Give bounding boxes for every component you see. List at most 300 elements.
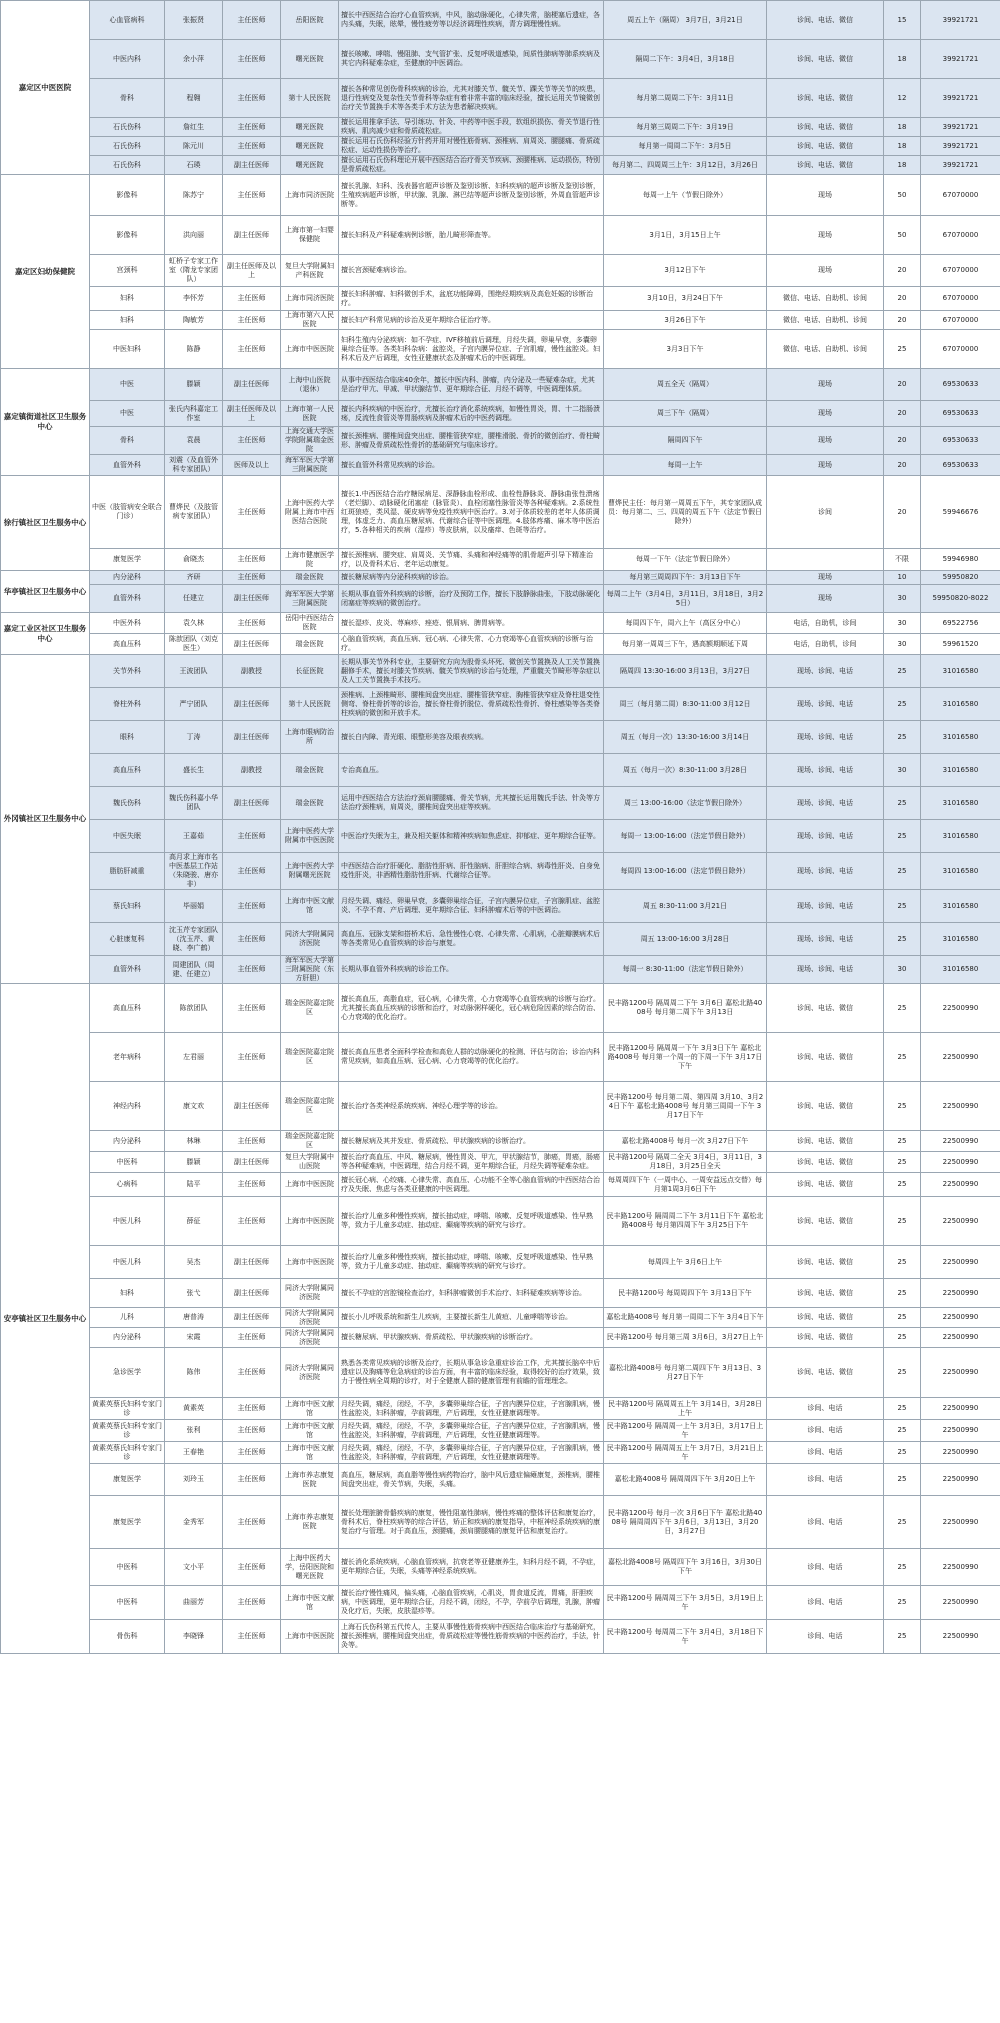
schedule-cell: 嘉松北路4008号 隔周四下午 3月16日，3月30日下午	[604, 1549, 767, 1586]
expertise-cell: 擅长内科疾病的中医治疗，尤擅长治疗消化系统疾病，如慢性胃炎，胃、十二指肠溃疡，反流性食管炎等胃肠疾病及肿瘤术后的中医药调理。	[339, 401, 604, 427]
hospital-cell: 同济大学附属同济医院	[281, 1328, 339, 1348]
quota-cell: 30	[884, 754, 921, 787]
schedule-row	[1, 1173, 1000, 1197]
phone-cell: 31016580	[921, 787, 1000, 820]
department-cell: 康复医学	[90, 1464, 165, 1496]
hospital-cell: 曙光医院	[281, 137, 339, 156]
schedule-row	[1, 1033, 1000, 1082]
expertise-cell: 擅长白内障、青光眼、眼整形美容及眼表疾病。	[339, 721, 604, 754]
quota-cell: 25	[884, 1620, 921, 1654]
hospital-cell: 曙光医院	[281, 118, 339, 137]
schedule-row	[1, 1197, 1000, 1246]
booking-cell: 诊间、电话	[767, 1620, 884, 1654]
hospital-cell: 上海市中医文献馆	[281, 1442, 339, 1464]
title-cell: 副主任医师	[223, 1152, 281, 1173]
hospital-cell: 同济大学附属同济医院	[281, 1279, 339, 1308]
booking-cell: 诊间、电话	[767, 1549, 884, 1586]
title-cell: 主任医师	[223, 287, 281, 311]
booking-cell: 诊间、电话、微信	[767, 1308, 884, 1328]
phone-cell: 22500990	[921, 1279, 1000, 1308]
expertise-cell: 妇科生殖内分泌疾病：如不孕症、IVF移植前后调理，月经失调，卵巢早衰，多囊卵巢综合征等。各类妇科杂病：盆腔炎，子宫内膜异位症、子宫肌瘤，慢性盆腔炎。妇科术后及产后调理，女性亚健康状态及肿瘤术后的中医调理。	[339, 330, 604, 369]
expertise-cell: 擅长高血压，高脂血症，冠心病，心律失常，心力衰竭等心血管疾病的诊断与治疗。尤其擅长高血压疾病的诊断和治疗，对动脉粥样硬化，冠心病危险因素的综合防治、心力衰竭的优化治疗。	[339, 984, 604, 1033]
expertise-cell: 擅长1.中西医结合治疗糖尿病足、深静脉血栓形成、血栓性静脉炎、静脉曲张性溃疡（老烂脚）、动脉硬化闭塞症（脉管炎）、血栓闭塞性脉管炎等各种疑难病。2.系统性红斑狼疮，类风湿、硬皮病等免疫性疾病中医治疗。3.对于体质较差的老年人体质调理，体虚乏力、高血压糖尿病、代谢综合征等中医调理。4.肢体疼痛、麻木等中医治疗，5.各种相关的疾病（湿疹）等皮肤病，以及瘙痒、色斑等治疗。	[339, 476, 604, 549]
hospital-cell: 第十人民医院	[281, 688, 339, 721]
hospital-cell: 上海市第一人民医院	[281, 401, 339, 427]
title-cell: 副教授	[223, 754, 281, 787]
booking-cell: 现场	[767, 455, 884, 476]
schedule-cell: 民丰路1200号 隔周二全天 3月4日，3月11日，3月18日，3月25日全天	[604, 1152, 767, 1173]
doctor-cell: 刘玲玉	[165, 1464, 223, 1496]
schedule-row	[1, 1464, 1000, 1496]
title-cell: 主任医师	[223, 1398, 281, 1420]
schedule-row	[1, 655, 1000, 688]
expertise-cell: 长期从事关节外科专业，主要研究方向为股骨头坏死、微创关节置换及人工关节置换翻修手术，擅长对膝关节疾病、髋关节疾病的诊治与处理，严重髋关节畸形等杂症以及人工关节置换手术技巧。	[339, 655, 604, 688]
expertise-cell: 擅长高血压患者全面科学检查和高危人群的动脉硬化的检测、评估与防治；诊治内科常见疾病，如高血压病、冠心病、心力衰竭等的优化治疗。	[339, 1033, 604, 1082]
booking-cell: 诊间、电话、微信	[767, 1173, 884, 1197]
schedule-cell: 民丰路1200号 隔周周五上午 3月7日，3月21日上午	[604, 1442, 767, 1464]
hospital-cell: 上海市中医医院	[281, 330, 339, 369]
expertise-cell: 擅长糖尿病等内分泌科疾病的诊治。	[339, 571, 604, 585]
phone-cell: 39921721	[921, 1, 1000, 40]
quota-cell: 25	[884, 1308, 921, 1328]
schedule-cell: 每周一下午（法定节假日除外）	[604, 549, 767, 571]
schedule-cell: 每月第三周周四下午：3月13日下午	[604, 571, 767, 585]
hospital-cell: 同济大学附属同济医院	[281, 1348, 339, 1398]
department-cell: 高血压科	[90, 754, 165, 787]
hospital-cell: 瑞金医院嘉定院区	[281, 984, 339, 1033]
department-cell: 石氏伤科	[90, 137, 165, 156]
expertise-cell: 擅长血管外科常见疾病的诊治。	[339, 455, 604, 476]
phone-cell: 22500990	[921, 1586, 1000, 1620]
hospital-cell: 海军军医大学第三附属医院	[281, 455, 339, 476]
title-cell: 主任医师	[223, 549, 281, 571]
doctor-cell: 刘震（及血管外科专家团队）	[165, 455, 223, 476]
title-cell: 主任医师	[223, 1, 281, 40]
schedule-cell: 嘉松北路4008号 每月第二周四下午 3月13日、3月27日下午	[604, 1348, 767, 1398]
quota-cell: 20	[884, 476, 921, 549]
schedule-row	[1, 156, 1000, 175]
schedule-cell: 3月10日，3月24日下午	[604, 287, 767, 311]
hospital-cell: 上海交通大学医学院附属瑞金医院	[281, 427, 339, 455]
schedule-row	[1, 984, 1000, 1033]
schedule-cell: 民丰路1200号 隔周周五上午 3月14日，3月28日上午	[604, 1398, 767, 1420]
expertise-cell: 专治高血压。	[339, 754, 604, 787]
booking-cell: 诊间、电话、微信	[767, 1082, 884, 1131]
department-cell: 中医儿科	[90, 1246, 165, 1279]
institution-name: 徐行镇社区卫生服务中心	[1, 476, 90, 571]
schedule-cell: 民丰路1200号 隔周周二下午 3月11日下午 嘉松北路4008号 每月第四周下午 3月25日下午	[604, 1197, 767, 1246]
title-cell: 主任医师	[223, 1420, 281, 1442]
schedule-cell: 周五 8:30-11:00 3月21日	[604, 890, 767, 923]
doctor-cell: 陆平	[165, 1173, 223, 1197]
quota-cell: 25	[884, 984, 921, 1033]
institution-name: 外冈镇社区卫生服务中心	[1, 655, 90, 984]
booking-cell	[767, 549, 884, 571]
quota-cell: 18	[884, 40, 921, 79]
doctor-cell: 李晓锋	[165, 1620, 223, 1654]
title-cell: 主任医师	[223, 613, 281, 634]
department-cell: 魏氏伤科	[90, 787, 165, 820]
expertise-cell: 擅长咳嗽、哮喘、慢阻肺、支气管扩张、反复呼吸道感染，间质性肺病等肺系疾病及其它内科疑难杂症，至健康的中医调治。	[339, 40, 604, 79]
department-cell: 急诊医学	[90, 1348, 165, 1398]
expertise-cell: 长期从事血管外科疾病的诊治工作。	[339, 956, 604, 984]
expertise-cell: 擅长不孕症的宫腔镜检查治疗，妇科肿瘤微创手术治疗、妇科疑难疾病等诊治。	[339, 1279, 604, 1308]
schedule-row	[1, 255, 1000, 287]
schedule-cell: 每周四 13:00-16:00（法定节假日除外）	[604, 853, 767, 890]
phone-cell: 67070000	[921, 216, 1000, 255]
department-cell: 中医儿科	[90, 1197, 165, 1246]
schedule-cell: 周三 13:00-16:00（法定节假日除外）	[604, 787, 767, 820]
booking-cell: 诊间、电话、微信	[767, 118, 884, 137]
phone-cell: 67070000	[921, 330, 1000, 369]
phone-cell: 22500990	[921, 1173, 1000, 1197]
phone-cell: 22500990	[921, 1496, 1000, 1549]
quota-cell: 20	[884, 369, 921, 401]
department-cell: 眼科	[90, 721, 165, 754]
schedule-cell: 周三（每月第二周）8:30-11:00 3月12日	[604, 688, 767, 721]
quota-cell: 25	[884, 1152, 921, 1173]
booking-cell: 诊间、电话	[767, 1464, 884, 1496]
title-cell: 主任医师	[223, 820, 281, 853]
title-cell: 主任医师	[223, 1496, 281, 1549]
booking-cell: 诊间、电话、微信	[767, 1033, 884, 1082]
doctor-cell: 张振贤	[165, 1, 223, 40]
doctor-cell: 黄素英	[165, 1398, 223, 1420]
quota-cell: 不限	[884, 549, 921, 571]
title-cell: 副主任医师	[223, 585, 281, 613]
booking-cell: 现场、诊间、电话	[767, 721, 884, 754]
schedule-cell: 嘉松北路4008号 隔周周四下午 3月20日上午	[604, 1464, 767, 1496]
hospital-cell: 曙光医院	[281, 156, 339, 175]
doctor-cell: 袁晨	[165, 427, 223, 455]
department-cell: 黄素英蔡氏妇科专家门诊	[90, 1420, 165, 1442]
quota-cell: 25	[884, 820, 921, 853]
hospital-cell: 上海市同济医院	[281, 175, 339, 216]
quota-cell: 12	[884, 79, 921, 118]
schedule-row	[1, 1586, 1000, 1620]
doctor-cell: 张利	[165, 1420, 223, 1442]
phone-cell: 31016580	[921, 853, 1000, 890]
hospital-cell: 曙光医院	[281, 40, 339, 79]
doctor-cell: 宋霞	[165, 1328, 223, 1348]
hospital-cell: 上海市养志康复医院	[281, 1464, 339, 1496]
schedule-cell: 周五上午（隔周） 3月7日，3月21日	[604, 1, 767, 40]
schedule-row	[1, 585, 1000, 613]
quota-cell: 25	[884, 1033, 921, 1082]
expertise-cell: 擅长各种常见创伤骨科疾病的诊治，尤其对膝关节、髋关节、踝关节等关节的疾患，退行性病变及复杂性关节骨科等杂症有着非常丰富的临床经验，擅长运用关节镜微创治疗关节置换手术等各类手术方法为患者解决疾病。	[339, 79, 604, 118]
schedule-row	[1, 956, 1000, 984]
hospital-cell: 上海市中医医院	[281, 1620, 339, 1654]
booking-cell: 诊间、电话、微信	[767, 40, 884, 79]
schedule-row	[1, 634, 1000, 655]
phone-cell: 31016580	[921, 688, 1000, 721]
schedule-cell: 周五全天（隔周）	[604, 369, 767, 401]
booking-cell: 现场	[767, 585, 884, 613]
department-cell: 中医（肢管病安全联合门诊）	[90, 476, 165, 549]
expertise-cell: 月经失调，痛经，闭经，不孕，多囊卵巢综合征，子宫内膜异位症，子宫腺肌病，慢性盆腔炎，妇科肿瘤，孕前调理，产后调理，女性亚健康调理等。	[339, 1398, 604, 1420]
expertise-cell: 擅长治疗儿童多种慢性疾病，擅长抽动症，哮喘、咳嗽、反复呼吸道感染、性早熟等，致力于儿童多动症、抽动症、癫痫等疾病的研究与诊疗。	[339, 1197, 604, 1246]
quota-cell: 10	[884, 571, 921, 585]
schedule-cell: 民丰路1200号 每月第三周 3月6日，3月27日上午	[604, 1328, 767, 1348]
doctor-cell: 曹烨民（及肢管病专家团队）	[165, 476, 223, 549]
expertise-cell: 熟悉各类常见疾病的诊断及治疗，长期从事急诊急重症诊治工作，尤其擅长脑卒中后遗症以及胸痛等危急病症的诊治方面，有丰富的临床经验，取得较好的治疗效果，致力于慢性病全周期的诊疗，对于全健康人群的健康管理有前瞻的管理理念。	[339, 1348, 604, 1398]
doctor-cell: 文小平	[165, 1549, 223, 1586]
schedule-cell: 隔周二下午：3月4日，3月18日	[604, 40, 767, 79]
schedule-row	[1, 427, 1000, 455]
institution-name: 嘉定镇街道社区卫生服务中心	[1, 369, 90, 476]
booking-cell: 现场	[767, 369, 884, 401]
institution-name: 安亭镇社区卫生服务中心	[1, 984, 90, 1654]
schedule-row	[1, 688, 1000, 721]
quota-cell: 25	[884, 1131, 921, 1152]
booking-cell: 现场	[767, 175, 884, 216]
phone-cell: 22500990	[921, 1197, 1000, 1246]
hospital-cell: 同济大学附属同济医院	[281, 923, 339, 956]
phone-cell: 22500990	[921, 1348, 1000, 1398]
schedule-row	[1, 1246, 1000, 1279]
quota-cell: 50	[884, 216, 921, 255]
schedule-row	[1, 476, 1000, 549]
quota-cell: 25	[884, 655, 921, 688]
phone-cell: 31016580	[921, 721, 1000, 754]
expertise-cell: 擅长妇科肿瘤、妇科微创手术，盆底功能障碍，围绝经期疾病及高危妊娠的诊断治疗。	[339, 287, 604, 311]
department-cell: 中医	[90, 401, 165, 427]
schedule-cell: 每月第二、四周周三上午：3月12日，3月26日	[604, 156, 767, 175]
title-cell: 副主任医师	[223, 369, 281, 401]
phone-cell: 59946980	[921, 549, 1000, 571]
hospital-cell: 上海中医药大学附属上海市中西医结合医院	[281, 476, 339, 549]
quota-cell: 25	[884, 1173, 921, 1197]
quota-cell: 25	[884, 688, 921, 721]
booking-cell: 现场	[767, 401, 884, 427]
hospital-cell: 复旦大学附属中山医院	[281, 1152, 339, 1173]
doctor-cell: 陈歆团队（刘克医生）	[165, 634, 223, 655]
phone-cell: 22500990	[921, 1442, 1000, 1464]
expertise-cell: 擅长妇科及产科疑难病例诊断，胎儿畸形筛查等。	[339, 216, 604, 255]
title-cell: 主任医师	[223, 1328, 281, 1348]
quota-cell: 18	[884, 118, 921, 137]
hospital-cell: 第十人民医院	[281, 79, 339, 118]
expertise-cell: 高血压、冠脉支架和搭桥术后、急性慢性心衰、心律失常、心肌病，心脏瓣膜病术后等各类常见心血管疾病的诊治与康复。	[339, 923, 604, 956]
hospital-cell: 上海市眼病防治所	[281, 721, 339, 754]
title-cell: 主任医师	[223, 956, 281, 984]
department-cell: 高血压科	[90, 634, 165, 655]
hospital-cell: 上海市健康医学院	[281, 549, 339, 571]
schedule-cell: 每周一上午	[604, 455, 767, 476]
expertise-cell: 中西医结合治疗肝硬化、脂肪性肝病、肝性脑病、肝胆综合病、病毒性肝炎、自身免疫性肝炎，非酒精性脂肪性肝病、代谢综合征等。	[339, 853, 604, 890]
quota-cell: 25	[884, 853, 921, 890]
doctor-cell: 滕颖	[165, 369, 223, 401]
title-cell: 主任医师	[223, 1197, 281, 1246]
hospital-cell: 瑞金医院嘉定院区	[281, 1131, 339, 1152]
hospital-cell: 复旦大学附属妇产科医院	[281, 255, 339, 287]
schedule-cell: 每周一 13:00-16:00（法定节假日除外）	[604, 820, 767, 853]
hospital-cell: 海军军医大学第三附属医院	[281, 585, 339, 613]
institution-name: 嘉定区妇幼保健院	[1, 175, 90, 369]
expertise-cell: 擅长冠心病、心绞痛、心律失常、高血压、心功能不全等心脑血管病的中西医结合治疗及失眠、焦虑与各类亚健康的中医调理。	[339, 1173, 604, 1197]
schedule-row	[1, 571, 1000, 585]
expertise-cell: 擅长颈椎病、腰突症、肩周炎、关节痛、头痛和神经痛等的肌骨超声引导下精准治疗，以及骨科术后、老年运动康复。	[339, 549, 604, 571]
department-cell: 脊柱外科	[90, 688, 165, 721]
expertise-cell: 擅长治疗高血压、中风、糖尿病，慢性胃炎、甲亢，甲状腺结节，肺癌，胃癌，肠癌等各种疑难病，中医调理，结合月经不调，更年期综合征，月经失调等疑难杂症。	[339, 1152, 604, 1173]
doctor-cell: 陈歆团队	[165, 984, 223, 1033]
schedule-body	[1, 1, 1000, 1654]
quota-cell: 25	[884, 1246, 921, 1279]
expertise-cell: 中医治疗失眠为主，兼及相关躯体和精神疾病如焦虑症、抑郁症、更年期综合征等。	[339, 820, 604, 853]
schedule-cell: 民丰路1200号 隔周周一上午 3月3日，3月17日上午	[604, 1420, 767, 1442]
title-cell: 主任医师	[223, 1442, 281, 1464]
doctor-cell: 周建团队（周建、任建立）	[165, 956, 223, 984]
department-cell: 中医	[90, 369, 165, 401]
hospital-cell: 上海市中医医院	[281, 1197, 339, 1246]
schedule-cell: 民丰路1200号 隔周周一下午 3月3日下午 嘉松北路4008号 每月第一个周一的下周一下午 3月17日下午	[604, 1033, 767, 1082]
title-cell: 副主任医师	[223, 787, 281, 820]
hospital-cell: 瑞金医院	[281, 754, 339, 787]
doctor-cell: 丁涛	[165, 721, 223, 754]
booking-cell: 诊间、电话、微信	[767, 1348, 884, 1398]
phone-cell: 59950820	[921, 571, 1000, 585]
schedule-cell: 每周四下午，周六上午（高区分中心）	[604, 613, 767, 634]
schedule-cell: 隔周四 13:30-16:00 3月13日，3月27日	[604, 655, 767, 688]
quota-cell: 30	[884, 613, 921, 634]
expertise-cell: 擅长消化系统疾病，心脑血管疾病，抗衰老等亚健康养生，妇科月经不调，不孕症，更年期综合征，失眠，头痛等神经系统疾病。	[339, 1549, 604, 1586]
expertise-cell: 擅长运用推拿手法、导引练功、针灸、中药等中医手段，软组织损伤、骨关节退行性疾病、肌肉减少症和骨质疏松症。	[339, 118, 604, 137]
schedule-cell: 每周四上午 3月6日上午	[604, 1246, 767, 1279]
title-cell: 主任医师	[223, 427, 281, 455]
expertise-cell: 运用中西医结合方法治疗颈肩腰腿痛、骨关节病，尤其擅长运用魏氏手法、针灸等方法治疗颈椎病，肩周炎，腰椎间盘突出症等疾病。	[339, 787, 604, 820]
expertise-cell: 擅长运用石氏伤科理论开展中西医结合治疗骨关节疾病、颈腰椎病、运动损伤，特别是骨质疏松症。	[339, 156, 604, 175]
schedule-row	[1, 118, 1000, 137]
schedule-cell: 隔周四下午	[604, 427, 767, 455]
schedule-cell: 民丰路1200号 每周周四下午 3月13日下午	[604, 1279, 767, 1308]
booking-cell: 微信、电话、自助机、诊间	[767, 287, 884, 311]
hospital-cell: 上海中医药大学附属曙光医院	[281, 853, 339, 890]
booking-cell: 诊间、电话、微信	[767, 1, 884, 40]
schedule-row	[1, 137, 1000, 156]
schedule-row	[1, 1152, 1000, 1173]
expertise-cell: 擅长处理脏腑骨骼疾病的康复，慢性阻塞性肺病，慢性疼痛的整体评估和康复治疗，骨科术后，脊柱疾病等的综合评估，矫正和疾病的康复指导，中枢神经系统疾病的康复治疗与管理。对于高血压，颈腰痛，颈肩腰腿痛的康复评估和康复治疗。	[339, 1496, 604, 1549]
booking-cell: 诊间、电话、微信	[767, 1152, 884, 1173]
department-cell: 关节外科	[90, 655, 165, 688]
phone-cell: 67070000	[921, 175, 1000, 216]
department-cell: 中医失眠	[90, 820, 165, 853]
phone-cell: 67070000	[921, 255, 1000, 287]
expertise-cell: 月经失调，痛经，闭经，不孕，多囊卵巢综合征，子宫内膜异位症，子宫腺肌病，慢性盆腔炎，妇科肿瘤，孕前调理，产后调理，女性亚健康调理等。	[339, 1442, 604, 1464]
expertise-cell: 擅长治疗慢性痛风，偏头痛，心脑血管疾病，心肌炎，胃食道反流，胃痛，肝胆疾病，中医调理，更年期综合征，月经不调，闭经，不孕，孕前孕后调理，乳腺，肿瘤及化疗后，失眠，皮肤湿疹等。	[339, 1586, 604, 1620]
schedule-row	[1, 754, 1000, 787]
department-cell: 神经内科	[90, 1082, 165, 1131]
hospital-cell: 瑞金医院	[281, 571, 339, 585]
expertise-cell: 擅长治疗儿童多种慢性疾病，擅长抽动症，哮喘、咳嗽、反复呼吸道感染、性早熟等，致力于儿童多动症、抽动症、癫痫等疾病的研究与诊疗。	[339, 1246, 604, 1279]
schedule-row	[1, 216, 1000, 255]
schedule-cell: 每月第三周周二下午：3月19日	[604, 118, 767, 137]
schedule-cell: 嘉松北路4008号 每月一次 3月27日下午	[604, 1131, 767, 1152]
title-cell: 副主任医师	[223, 634, 281, 655]
schedule-row	[1, 1308, 1000, 1328]
title-cell: 主任医师	[223, 330, 281, 369]
doctor-cell: 魏氏伤科嘉小华团队	[165, 787, 223, 820]
schedule-cell: 民丰路1200号 隔周周三下午 3月5日，3月19日上午	[604, 1586, 767, 1620]
schedule-row	[1, 311, 1000, 330]
doctor-cell: 张弋	[165, 1279, 223, 1308]
phone-cell: 22500990	[921, 1620, 1000, 1654]
booking-cell: 微信、电话、自助机、诊间	[767, 311, 884, 330]
schedule-cell: 每月第一周周二下午：3月5日	[604, 137, 767, 156]
title-cell: 主任医师	[223, 984, 281, 1033]
booking-cell: 诊间、电话、微信	[767, 1197, 884, 1246]
hospital-cell: 上海市中医文献馆	[281, 1398, 339, 1420]
hospital-cell: 同济大学附属同济医院	[281, 1308, 339, 1328]
phone-cell: 39921721	[921, 137, 1000, 156]
hospital-cell: 上海市中医医院	[281, 1246, 339, 1279]
doctor-cell: 程翱	[165, 79, 223, 118]
quota-cell: 25	[884, 1082, 921, 1131]
phone-cell: 69530633	[921, 427, 1000, 455]
schedule-row	[1, 455, 1000, 476]
quota-cell: 25	[884, 330, 921, 369]
booking-cell: 诊间、电话	[767, 1496, 884, 1549]
title-cell: 主任医师	[223, 118, 281, 137]
hospital-cell: 岳阳中西医结合医院	[281, 613, 339, 634]
schedule-row	[1, 613, 1000, 634]
schedule-row	[1, 1549, 1000, 1586]
quota-cell: 20	[884, 255, 921, 287]
booking-cell: 诊间、电话、微信	[767, 137, 884, 156]
phone-cell: 69522756	[921, 613, 1000, 634]
schedule-row	[1, 1131, 1000, 1152]
schedule-row	[1, 401, 1000, 427]
department-cell: 蔡氏妇科	[90, 890, 165, 923]
phone-cell: 31016580	[921, 655, 1000, 688]
booking-cell: 现场、诊间、电话	[767, 655, 884, 688]
schedule-cell: 每月第二周周二下午：3月11日	[604, 79, 767, 118]
hospital-cell: 上海中山医院（退休）	[281, 369, 339, 401]
doctor-cell: 陈元川	[165, 137, 223, 156]
department-cell: 妇科	[90, 287, 165, 311]
phone-cell: 39921721	[921, 118, 1000, 137]
phone-cell: 59950820-8022	[921, 585, 1000, 613]
title-cell: 主任医师	[223, 1131, 281, 1152]
title-cell: 主任医师	[223, 571, 281, 585]
doctor-cell: 齐研	[165, 571, 223, 585]
schedule-row	[1, 1442, 1000, 1464]
quota-cell: 20	[884, 401, 921, 427]
department-cell: 心病科	[90, 1173, 165, 1197]
schedule-cell: 每周一上午（节假日除外）	[604, 175, 767, 216]
title-cell: 副主任医师	[223, 156, 281, 175]
hospital-cell: 上海市养志康复医院	[281, 1496, 339, 1549]
phone-cell: 22500990	[921, 1246, 1000, 1279]
quota-cell: 25	[884, 1496, 921, 1549]
schedule-cell: 3月26日下午	[604, 311, 767, 330]
expertise-cell: 擅长糖尿病、甲状腺疾病、骨质疏松、甲状腺疾病的诊断治疗。	[339, 1328, 604, 1348]
department-cell: 石氏伤科	[90, 156, 165, 175]
schedule-row	[1, 287, 1000, 311]
phone-cell: 22500990	[921, 1152, 1000, 1173]
schedule-row	[1, 1496, 1000, 1549]
hospital-cell: 上海市同济医院	[281, 287, 339, 311]
hospital-cell: 上海市中医文献馆	[281, 1586, 339, 1620]
booking-cell: 诊间	[767, 476, 884, 549]
schedule-cell: 曹烨民主任：每月第一周周五下午，其专家团队成员：每月第二、三、四周的周五下午（法定节假日除外）	[604, 476, 767, 549]
expertise-cell: 长期从事血管外科疾病的诊断，治疗及预防工作，擅长下肢静脉曲张，下肢动脉硬化闭塞症等疾病的微创治疗。	[339, 585, 604, 613]
booking-cell: 现场、诊间、电话	[767, 787, 884, 820]
booking-cell: 诊间、电话	[767, 1586, 884, 1620]
title-cell: 主任医师	[223, 476, 281, 549]
schedule-row	[1, 890, 1000, 923]
doctor-cell: 滕颖	[165, 1152, 223, 1173]
booking-cell: 现场、诊间、电话	[767, 853, 884, 890]
